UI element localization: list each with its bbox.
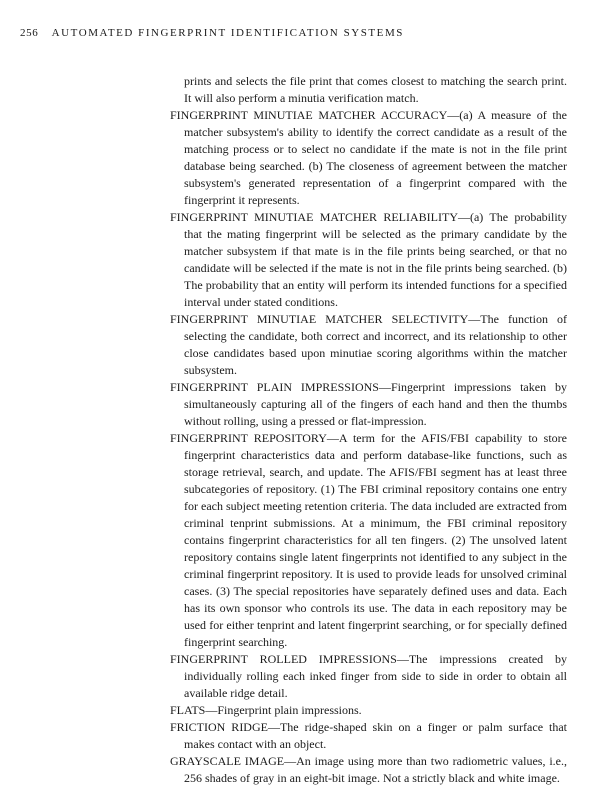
glossary-entry-continued: prints and selects the file print that comes closest to matching the search print. It will also perform a minutia verification match. xyxy=(184,74,567,105)
glossary-entry-rolled-impressions: FINGERPRINT ROLLED IMPRESSIONS—The impressions created by individually rolling each inked finger from side to side in order to obtain all available ridge detail. xyxy=(170,652,567,700)
glossary-entry-repository: FINGERPRINT REPOSITORY—A term for the AFIS/FBI capability to store fingerprint characteristics data and perform database-like functions, such as storage retrieval, search, and update. The AFIS/FBI segment has at least three subcategories of repository. (1) The FBI criminal repository contains one entry for each subject meeting retention criteria. The data included are extracted from criminal tenprint submissions. At a minimum, the FBI criminal repository contains fingerprint characteristics for all ten fingers. (2) The unsolved latent repository contains single latent fingerprints not identified to any subject in the criminal fingerprint repository. It is used to provide leads for unsolved criminal cases. (3) The special repositories have separately defined uses and data. Each has its own sponsor who controls its use. The data in each repository may be used for either tenprint and latent fingerprint searching, or for specially defined fingerprint searching. xyxy=(170,431,567,649)
glossary-entry-matcher-accuracy: FINGERPRINT MINUTIAE MATCHER ACCURACY—(a) A measure of the matcher subsystem's ability to identify the correct candidate as a result of the matching process or to select no candidate if the mate is not in the file print database being searched. (b) The closeness of agreement between the matcher subsystem's generated representation of a fingerprint compared with the fingerprint it represents. xyxy=(170,108,567,207)
glossary-body xyxy=(170,73,567,787)
glossary-entry-matcher-selectivity: FINGERPRINT MINUTIAE MATCHER SELECTIVITY—The function of selecting the candidate, both correct and incorrect, and its relationship to other close candidates based upon minutiae scoring algorithms within the matcher subsystem. xyxy=(170,312,567,377)
glossary-entry-matcher-reliability: FINGERPRINT MINUTIAE MATCHER RELIABILITY—(a) The probability that the mating fingerprint will be selected as the primary candidate by the matcher subsystem if that mate is in the file prints being searched, or that no candidate will be selected if the mate is not in the file prints being searched. (b) The probability that an entity will perform its intended functions for a specified interval under stated conditions. xyxy=(170,210,567,309)
glossary-entry-flats: FLATS—Fingerprint plain impressions. xyxy=(170,703,362,717)
page-number: 256 xyxy=(20,27,39,39)
running-title: AUTOMATED FINGERPRINT IDENTIFICATION SYSTEMS xyxy=(51,27,404,39)
running-header xyxy=(20,27,580,39)
glossary-entry-grayscale-image: GRAYSCALE IMAGE—An image using more than two radiometric values, i.e., 256 shades of gray in an eight-bit image. Not a strictly black and white image. xyxy=(170,754,567,785)
glossary-entry-friction-ridge: FRICTION RIDGE—The ridge-shaped skin on a finger or palm surface that makes contact with an object. xyxy=(170,720,567,751)
glossary-entry-plain-impressions: FINGERPRINT PLAIN IMPRESSIONS—Fingerprint impressions taken by simultaneously capturing all of the fingers of each hand and then the thumbs without rolling, using a pressed or flat-impression. xyxy=(170,380,567,428)
